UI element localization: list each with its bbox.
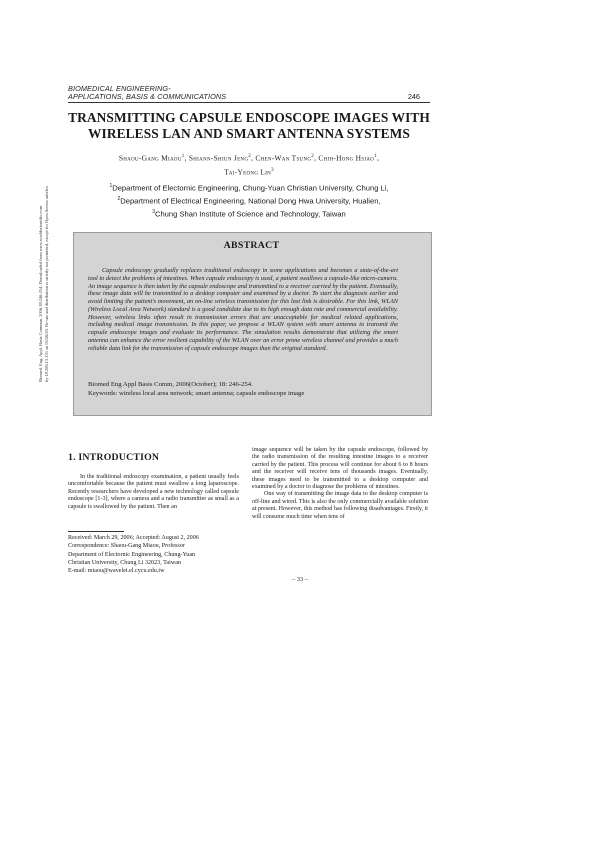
- right-column: [252, 447, 428, 521]
- author-name: Chen-Wan Tsung: [255, 153, 312, 163]
- received-date: Received: March 29, 2006; Accepted: August 2, 2006: [68, 535, 199, 541]
- author-name: Shiann-Shiun Jeng: [188, 153, 249, 163]
- body-paragraph: image sequence will be taken by the capsule endoscope, followed by the radio transmission of the resulting intestine images to a receiver carried by the patient. This process will continue for about 6 to 8 hours and the receiver will receive tens of thousands images. Eventually, these images need to be transmitted to a desktop computer and examined by a doctor to diagnose the problems of intestines.: [252, 447, 428, 491]
- title-line1: TRANSMITTING CAPSULE ENDOSCOPE IMAGES WITH: [68, 110, 430, 125]
- abstract-paragraph: Capsule endoscopy gradually replaces traditional endoscopy in some applications and becomes a state-of-the-art tool to detect the problems of intestines. When capsule endoscopy is used, a patient swallows a capsule-like micro-camera. An image sequence is then taken by the capsule endoscope and transmitted to a receiver carried by the patient. Eventually, these image data will be transmitted to a desktop computer and examined by a doctor. To start the diagnosis earlier and avoid limiting the patient's movement, an on-line wireless transmission for this last link is desirable. For this link, WLAN (Wireless Local Area Network) standard is a good candidate due to its high enough data rate and commercial availability. However, wireless links often result in transmission errors that are unacceptable for medical related applications, including medical image transmission. In this paper, we propose a WLAN system with smart antenna to transmit the capsule endoscope images and evaluate its performance. The simulation results demonstrate that utilizing the smart antenna can enhance the error resilient capability of the WLAN over an error prone wireless channel and provides a much reliable data link for the transmission of capsule endoscope images than the original standard.: [88, 267, 398, 352]
- correspondence-univ: Christian University, Chung Li 32023, Taiwan: [68, 559, 181, 566]
- abstract-heading: ABSTRACT: [223, 240, 280, 251]
- side-note-line2: by 18.206.13.133 on 05/26/20. Re-use and distribution is strictly not permitted, except for Open Access articles.: [43, 185, 49, 382]
- abstract-text: [88, 267, 398, 352]
- footnote-rule: [68, 531, 124, 532]
- author-sup: 2: [311, 154, 315, 159]
- author-sup: 2: [248, 154, 252, 159]
- affiliations: [60, 181, 438, 220]
- affiliation-line: Department of Electornic Engineering, Chung-Yuan Christian University, Chung Li,: [112, 183, 389, 193]
- page-number: 246: [407, 92, 420, 101]
- affil-sup: 1: [109, 183, 113, 189]
- author-sup: 1: [181, 154, 185, 159]
- body-paragraph: One way of transmitting the image data to the desktop computer is off-line and wired. This is also the only commercially available solution at present. However, this method has following disadvantages. Firstly, it will consume much time when tens of: [252, 491, 428, 520]
- paper-title: [60, 110, 438, 142]
- footer-page-number: – 33 –: [292, 576, 308, 583]
- correspondence-dept: Department of Electornic Engineering, Chung-Yuan: [68, 551, 196, 558]
- side-note-line1: Biomed. Eng. Appl. Basis Commun. 2006.18:246-254. Downloaded from www.worldscientific.com: [38, 205, 43, 382]
- keywords: Keywords: wireless local area network; smart antenna; capsule endoscope image: [88, 389, 305, 397]
- author-name: Shaou-Gang Miaou: [118, 153, 182, 163]
- author-name: Tai-Yeong Lin: [224, 167, 272, 177]
- journal-name-line2: APPLICATIONS, BASIS & COMMUNICATIONS: [68, 92, 227, 101]
- footnotes: [68, 534, 243, 575]
- citation: Biomed Eng Appl Basis Comm, 2006(October); 18: 246-254.: [88, 381, 253, 388]
- title-line2: WIRELESS LAN AND SMART ANTENNA SYSTEMS: [88, 126, 410, 141]
- affil-sup: 2: [117, 196, 121, 203]
- download-side-note: [38, 185, 49, 382]
- author-list: Shaou-Gang Miaou$^1$, Shiann-Shiun Jeng$^2$, Chen-Wan Tsung$^2$, Chih-Hong Hsiao$^1$, Tai-Yeong Lin$^3$: [118, 153, 380, 177]
- affiliation-line: Department of Electrical Engineering, National Dong Hwa University, Hualien,: [120, 196, 381, 206]
- author-sup: 3: [271, 168, 274, 174]
- author-sup: 1: [374, 154, 377, 159]
- affil-sup: 3: [152, 209, 155, 216]
- author-name: Chih-Hong Hsiao: [318, 153, 375, 163]
- header-rule: [68, 102, 430, 103]
- correspondence: Correspondence: Shaou-Gang Miaou, Professor: [68, 543, 185, 550]
- affiliation-line: Chung Shan Institute of Science and Technology, Taiwan: [154, 209, 346, 219]
- body-paragraph: In the traditional endoscopy examination, a patient usually feels uncomfortable because the patient must swallow a long laparoscope. Recently researchers have developed a new technology called capsule endoscope [1-3], where a camera and a radio transmitter as small as a capsule is swallowed by the patient. Then an: [68, 474, 239, 510]
- citation-block: [88, 381, 408, 399]
- left-column: [68, 474, 239, 511]
- section-heading: 1. INTRODUCTION: [68, 452, 160, 463]
- correspondence-email: E-mail: miaou@wavelet.el.cycu.edu.tw: [68, 568, 165, 575]
- journal-name-line1: BIOMEDICAL ENGINEERING-: [68, 84, 171, 93]
